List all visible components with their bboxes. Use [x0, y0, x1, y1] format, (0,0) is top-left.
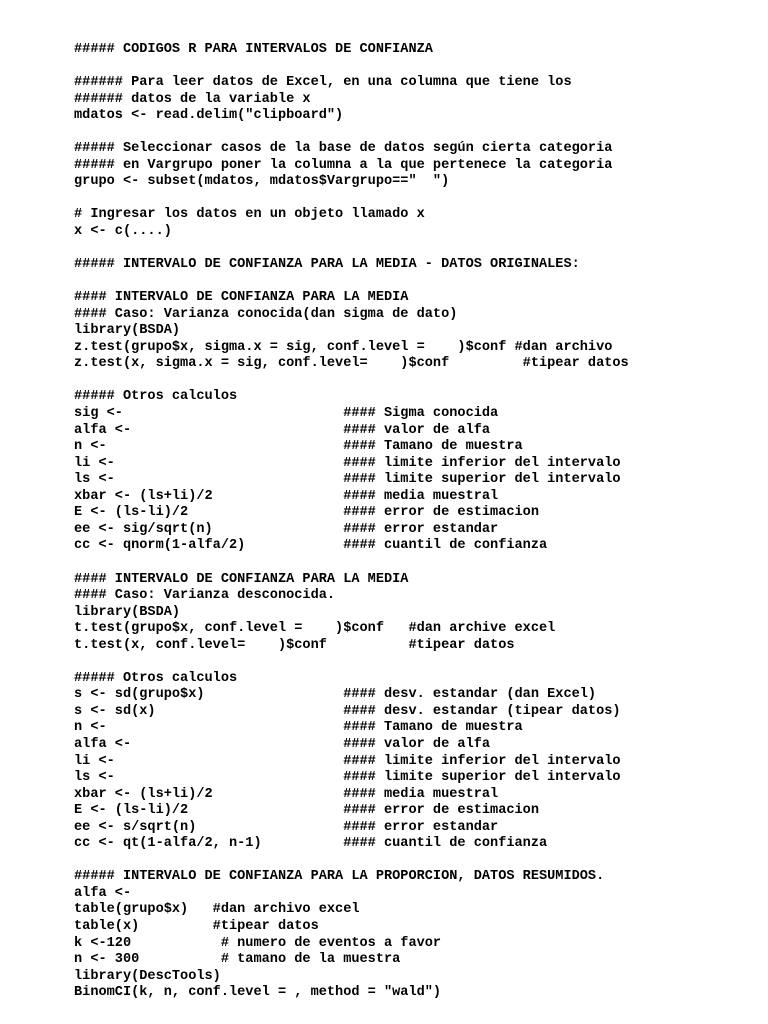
code-line: cc <- qt(1-alfa/2, n-1) #### cuantil de confianza: [74, 836, 548, 852]
blank-line: [74, 125, 768, 142]
code-line: BinomCI(k, n, conf.level = , method = "wald"): [74, 985, 442, 1001]
code-line: x <- c(....): [74, 224, 172, 240]
code-line: t.test(x, conf.level= )$conf #tipear datos: [74, 637, 515, 653]
code-document: [74, 42, 768, 1002]
code-line: library(DescTools): [74, 968, 221, 984]
code-line: z.test(grupo$x, sigma.x = sig, conf.level = )$conf #dan archivo: [74, 339, 613, 355]
code-line: #### Caso: Varianza conocida(dan sigma de dato): [74, 306, 458, 322]
code-line: ee <- s/sqrt(n) #### error estandar: [74, 819, 499, 835]
code-line: ###### datos de la variable x: [74, 91, 311, 107]
code-line: library(BSDA): [74, 323, 181, 339]
code-line: z.test(x, sigma.x = sig, conf.level= )$conf #tipear datos: [74, 356, 629, 372]
code-line: cc <- qnorm(1-alfa/2) #### cuantil de confianza: [74, 538, 548, 554]
code-line: s <- sd(x) #### desv. estandar (tipear datos): [74, 703, 621, 719]
code-line: ##### Seleccionar casos de la base de datos según cierta categoria: [74, 141, 613, 157]
code-line: E <- (ls-li)/2 #### error de estimacion: [74, 803, 539, 819]
code-line: alfa <- #### valor de alfa: [74, 422, 491, 438]
code-line: #### INTERVALO DE CONFIANZA PARA LA MEDIA: [74, 571, 409, 587]
code-line: t.test(grupo$x, conf.level = )$conf #dan archive excel: [74, 621, 556, 637]
blank-line: [74, 241, 768, 258]
code-line: alfa <- #### valor de alfa: [74, 736, 491, 752]
code-line: k <-120 # numero de eventos a favor: [74, 935, 442, 951]
code-line: ee <- sig/sqrt(n) #### error estandar: [74, 521, 499, 537]
code-line: ###### Para leer datos de Excel, en una columna que tiene los: [74, 75, 572, 91]
blank-line: [74, 373, 768, 390]
code-line: ##### Otros calculos: [74, 670, 238, 686]
code-line: ##### INTERVALO DE CONFIANZA PARA LA PROPORCION, DATOS RESUMIDOS.: [74, 869, 605, 885]
blank-line: [74, 555, 768, 572]
code-line: ls <- #### limite superior del intervalo: [74, 472, 621, 488]
code-line: #### INTERVALO DE CONFIANZA PARA LA MEDIA: [74, 290, 409, 306]
code-line: xbar <- (ls+li)/2 #### media muestral: [74, 786, 499, 802]
blank-line: [74, 274, 768, 291]
code-line: #### Caso: Varianza desconocida.: [74, 588, 336, 604]
code-line: ##### INTERVALO DE CONFIANZA PARA LA MEDIA - DATOS ORIGINALES:: [74, 257, 580, 273]
blank-line: [74, 853, 768, 870]
code-line: xbar <- (ls+li)/2 #### media muestral: [74, 488, 499, 504]
blank-line: [74, 654, 768, 671]
code-line: table(x) #tipear datos: [74, 918, 319, 934]
code-line: ##### en Vargrupo poner la columna a la que pertenece la categoria: [74, 157, 613, 173]
code-line: n <- 300 # tamano de la muestra: [74, 952, 401, 968]
code-line: ##### CODIGOS R PARA INTERVALOS DE CONFIANZA: [74, 42, 433, 57]
code-line: # Ingresar los datos en un objeto llamado x: [74, 207, 425, 223]
code-line: sig <- #### Sigma conocida: [74, 406, 499, 422]
code-line: li <- #### limite inferior del intervalo: [74, 753, 621, 769]
blank-line: [74, 59, 768, 76]
code-line: s <- sd(grupo$x) #### desv. estandar (dan Excel): [74, 687, 597, 703]
code-line: n <- #### Tamano de muestra: [74, 439, 523, 455]
code-line: ##### Otros calculos: [74, 389, 238, 405]
blank-line: [74, 191, 768, 208]
code-line: grupo <- subset(mdatos, mdatos$Vargrupo==" "): [74, 174, 450, 190]
code-line: library(BSDA): [74, 604, 181, 620]
code-line: table(grupo$x) #dan archivo excel: [74, 902, 360, 918]
code-line: alfa <-: [74, 885, 132, 901]
code-line: mdatos <- read.delim("clipboard"): [74, 108, 344, 124]
code-line: n <- #### Tamano de muestra: [74, 720, 523, 736]
code-line: li <- #### limite inferior del intervalo: [74, 455, 621, 471]
code-line: E <- (ls-li)/2 #### error de estimacion: [74, 505, 539, 521]
code-line: ls <- #### limite superior del intervalo: [74, 770, 621, 786]
